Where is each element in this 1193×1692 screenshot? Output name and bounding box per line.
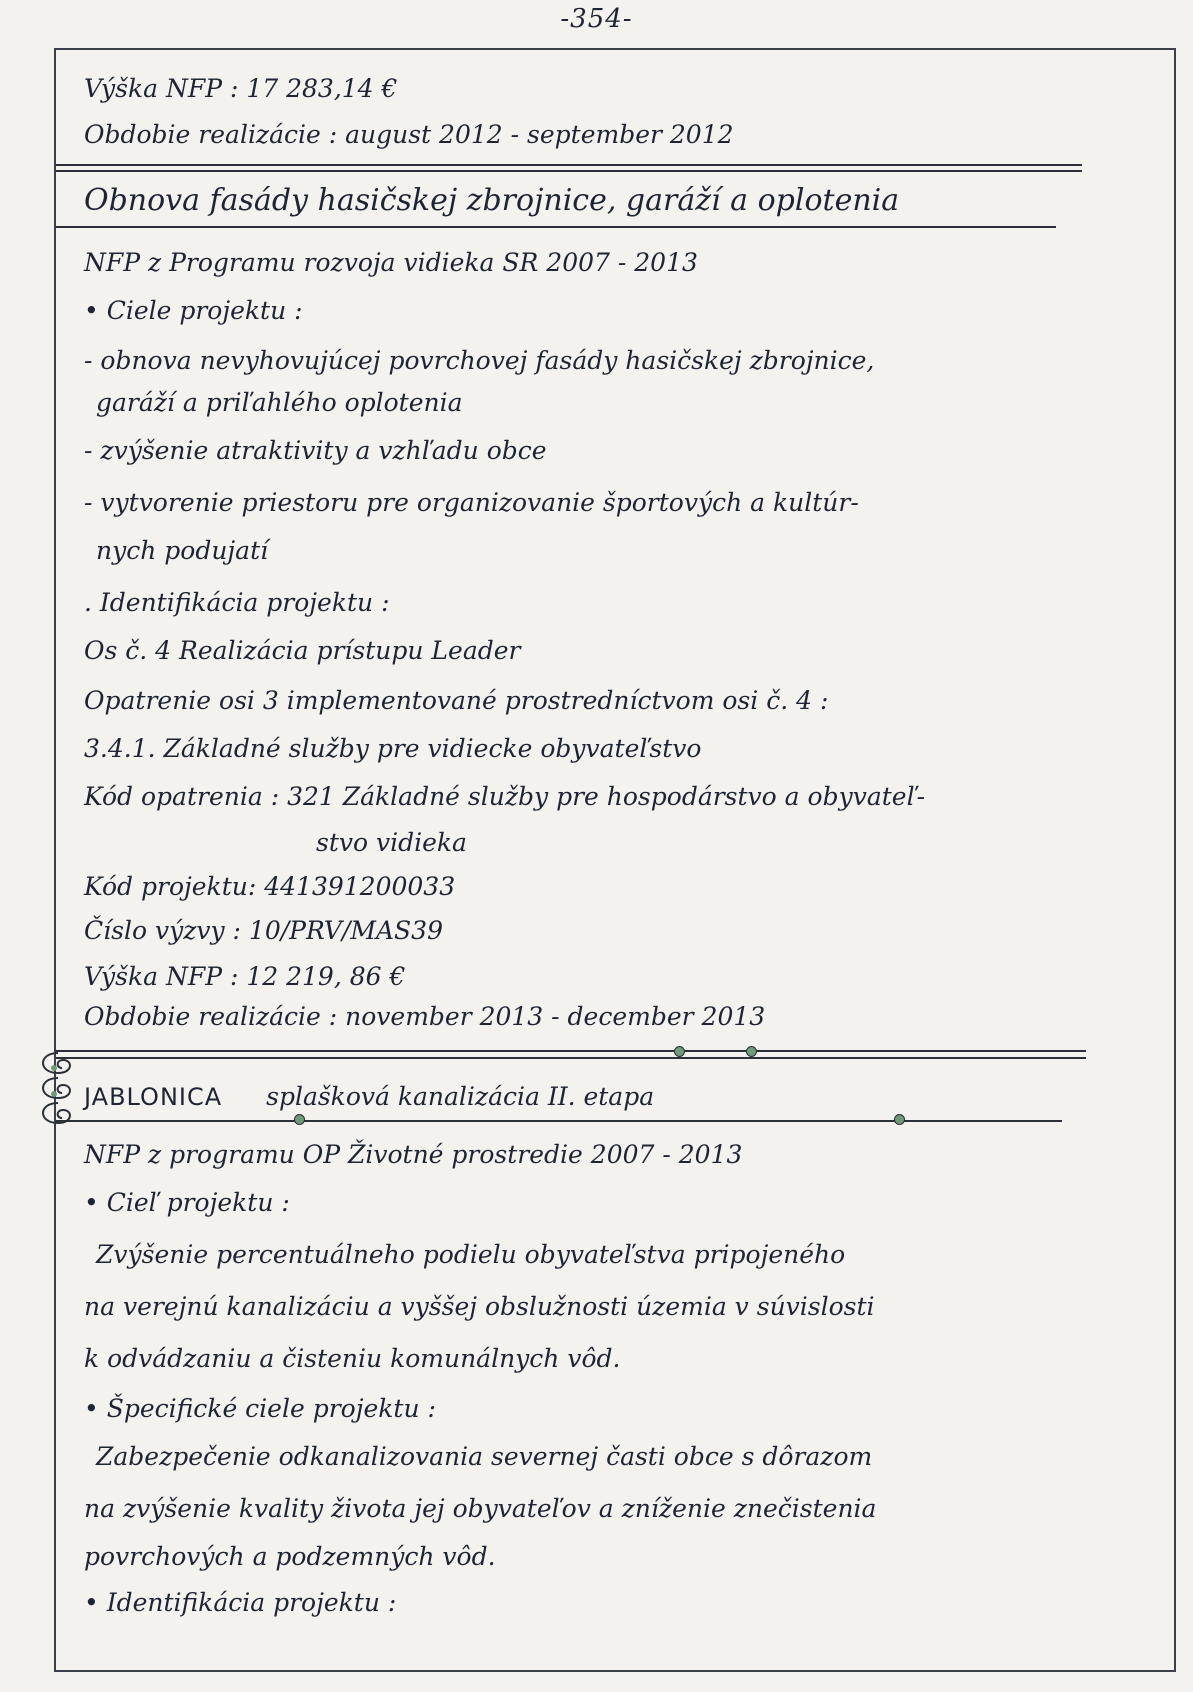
title-underline-2 <box>56 1120 1062 1122</box>
title-underline-1 <box>56 226 1056 228</box>
header-period-line: Obdobie realizácie : august 2012 - september 2012 <box>84 120 734 149</box>
section-2-title <box>84 1084 654 1109</box>
s2-line-7: Zabezpečenie odkanalizovania severnej časti obce s dôrazom <box>96 1442 873 1471</box>
pin-dot <box>294 1114 305 1125</box>
page-number: -354- <box>560 4 633 34</box>
page-frame <box>54 48 1176 1672</box>
s2-line-8: na zvýšenie kvality života jej obyvateľov a zníženie znečistenia <box>84 1494 877 1523</box>
scroll-ornament-icon <box>28 1048 88 1138</box>
s1-line-3: - obnova nevyhovujúcej povrchovej fasády hasičskej zbrojnice, <box>84 346 875 375</box>
s1-line-1: NFP z Programu rozvoja vidieka SR 2007 - 2013 <box>84 248 698 277</box>
s1-line-14: Kód projektu: 441391200033 <box>84 872 456 901</box>
double-rule-top <box>56 164 1082 166</box>
s1-line-5: - zvýšenie atraktivity a vzhľadu obce <box>84 436 547 465</box>
pin-dot <box>746 1046 757 1057</box>
pin-dot <box>894 1114 905 1125</box>
s2-line-3: Zvýšenie percentuálneho podielu obyvateľstva pripojeného <box>96 1240 846 1269</box>
s2-line-10: • Identifikácia projektu : <box>84 1588 397 1617</box>
s1-line-4: garáží a priľahlého oplotenia <box>96 388 463 417</box>
s1-line-2: • Ciele projektu : <box>84 296 303 325</box>
double-rule-2-bottom <box>56 1057 1086 1059</box>
s1-line-13: stvo vidieka <box>316 828 467 857</box>
s1-line-7: nych podujatí <box>96 536 269 565</box>
section-2-title-rest: splašková kanalizácia II. etapa <box>266 1082 655 1111</box>
s2-line-2: • Cieľ projektu : <box>84 1188 290 1217</box>
s1-line-15: Číslo výzvy : 10/PRV/MAS39 <box>84 916 443 945</box>
s1-line-8: . Identifikácia projektu : <box>84 588 390 617</box>
s2-line-5: k odvádzaniu a čisteniu komunálnych vôd. <box>84 1344 621 1373</box>
s1-line-10: Opatrenie osi 3 implementované prostredníctvom osi č. 4 : <box>84 686 829 715</box>
s2-line-9: povrchových a podzemných vôd. <box>84 1542 496 1571</box>
section-2-title-caps: JABLONICA <box>84 1083 223 1111</box>
s2-line-1: NFP z programu OP Životné prostredie 2007 - 2013 <box>84 1140 743 1169</box>
double-rule-bottom <box>56 170 1082 172</box>
s2-line-6: • Špecifické ciele projektu : <box>84 1394 436 1423</box>
s1-line-17: Obdobie realizácie : november 2013 - december 2013 <box>84 1002 766 1031</box>
s1-line-16: Výška NFP : 12 219, 86 € <box>84 962 406 991</box>
s1-line-6: - vytvorenie priestoru pre organizovanie športových a kultúr- <box>84 488 859 517</box>
pin-dot <box>674 1046 685 1057</box>
s1-line-9: Os č. 4 Realizácia prístupu Leader <box>84 636 521 665</box>
s1-line-12: Kód opatrenia : 321 Základné služby pre hospodárstvo a obyvateľ- <box>84 782 926 811</box>
section-1-title: Obnova fasády hasičskej zbrojnice, garáží a oplotenia <box>84 183 900 218</box>
s2-line-4: na verejnú kanalizáciu a vyššej obslužnosti územia v súvislosti <box>84 1292 875 1321</box>
s1-line-11: 3.4.1. Základné služby pre vidiecke obyvateľstvo <box>84 734 702 763</box>
double-rule-2-top <box>56 1050 1086 1052</box>
header-amount-line: Výška NFP : 17 283,14 € <box>84 74 398 103</box>
